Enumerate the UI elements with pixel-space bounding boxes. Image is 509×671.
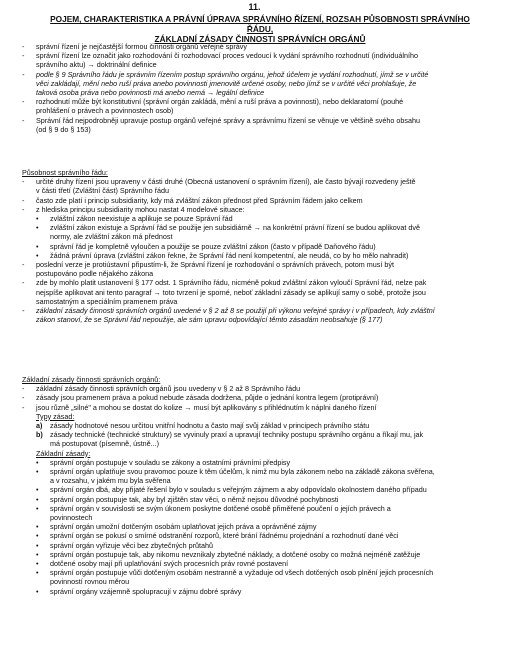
list-item: • správní orgán postupuje v souladu se zákony a ostatními právními předpisy — [36, 457, 291, 467]
list-item: • správní orgán v souvislosti se svým úkonem poskytne dotčené osobě přiměřené poučení o jejích právech a povinnostech — [36, 503, 391, 523]
list-item: • zvláštní zákon existuje a Správní řád se použije jen subsidiárně → na konkrétní právní řízení se budou aplikovat dvě normy, ale zvláštní zákon má přednost — [36, 223, 420, 242]
list-item: • zvláštní zákon neexistuje a aplikuje se pouze Správní řád — [36, 214, 233, 224]
list-item: • správní orgán uplatňuje svou pravomoc pouze k těm účelům, k nimž mu byla zákonem nebo na základě zákona svěřena, a v rozsahu, v jakém mu byla svěřena — [36, 467, 435, 486]
list-item: • správní orgán postupuje tak, aby nikomu nevznikaly zbytečné náklady, a dotčené osoby co možná nejméně zatěžuje — [36, 549, 421, 559]
list-item: a) zásady hodnotové nesou určitou vnitřní hodnotu a často mají svůj základ v principech právního státu — [36, 421, 370, 431]
list-item: - poslední verze je protiústavní připustím-li, že Správní řízení je rozhodování o správních právech, potom musí být postupováno podle nějakého zákona — [22, 260, 394, 279]
list-item: - základní zásady činnosti správních orgánů uvedené v § 2 až 8 se použijí při výkonu veřejné správy i v případech, kdy zvláštní zákon stanoví, že se Správní řád nepoužije, ale sám upravu odpovídající těmto zásadám neobsahuje (§ 177) — [22, 306, 435, 325]
title-line-2: ZÁKLADNÍ ZÁSADY ČINNOSTI SPRÁVNÍCH ORGÁNŮ — [154, 34, 366, 44]
list-item: b) zásady technické (technické struktury) se vyvinuly praxí a upravují techniky postupu správního orgánu a říkají mu, jak má postupovat (písemně, ústně...) — [36, 430, 424, 449]
list-item: - rozhodnutí může být konstitutivní (správní orgán zakládá, mění a ruší práva a povinnosti), nebo deklaratorní (pouhé prohlášení o právech a povinnostech osob) — [22, 97, 404, 116]
principles-section — [22, 375, 492, 596]
chapter-number: 11. — [248, 2, 261, 12]
list-item: - z hlediska principu subsidiarity mohou nastat 4 modelové situace: — [22, 204, 245, 214]
list-item: - zde by mohlo platit ustanovení § 177 odst. 1 Správního řádu, nicméně pokud zvláštní zákon vyloučí Správní řád, nelze pak nejspíše aplikovat ani tento paragraf → toto tvrzení je sporné, neboť základní zásady se aplikují samy o sobě, protože jsou samostatným a speciálním pramenem práva — [22, 278, 427, 306]
list-item: - správní řízení je nejčastější formou činnosti orgánů veřejné správy — [22, 42, 247, 51]
list-item: • správní orgány vzájemně spolupracují v zájmu dobré správy — [36, 586, 242, 596]
list-item: - určité druhy řízení jsou upraveny v části druhé (Obecná ustanovení o správním řízení), ale často bývají rozvedeny ještě v části třetí (Zvláštní část) Správního řádu — [22, 177, 416, 196]
list-item: • žádná právní úprava (zvláštní zákon řekne, že Správní řád není kompetentní, ale neudá, co by ho mělo nahradit) — [36, 250, 409, 260]
list-item: - zásady jsou pramenem práva a pokud nebude zásada dodržena, půjde o jednání kontra legem (protiprávní) — [22, 393, 379, 403]
subheading-basic: Základní zásady: — [36, 448, 91, 458]
list-item: - podle § 9 Správního řádu je správním řízením postup správního orgánu, jehož účelem je vydání rozhodnutí, jímž se v určité věci zakládají, mění nebo ruší práva anebo povinnosti jmenovitě určené osoby, nebo jímž se v určité věci prohlašuje, že taková osoba práva nebo povinnosti má anebo nemá → legální definice — [22, 69, 429, 98]
list-item: - často zde platí i princip subsidiarity, kdy má zvláštní zákon přednost před Správním řádem jako celkem — [22, 195, 363, 205]
scope-section — [22, 168, 492, 324]
list-item: • správní orgán postupuje vůči dotčeným osobám nestranně a vyžaduje od všech dotčených osob plnění jejich procesních povinností rovnou měrou — [36, 568, 434, 587]
list-item: - jsou různě „silné" a mohou se dostat do kolize → musí být aplikovány s přihlédnutím k náplni daného řízení — [22, 402, 377, 412]
list-item: • správní orgán dbá, aby přijaté řešení bylo v souladu s veřejným zájmem a aby odpovídalo okolnostem daného případu — [36, 485, 427, 495]
section-heading: Základní zásady činnosti správních orgánů: — [22, 375, 161, 384]
intro-list — [22, 42, 492, 134]
list-item: • dotčené osoby mají při uplatňování svých procesních práv rovné postavení — [36, 559, 289, 569]
subheading-types: Typy zásad: — [36, 411, 75, 421]
list-item: • správní orgán se pokusí o smírné odstranění rozporů, které brání řádnému projednání a rozhodnutí dané věci — [36, 531, 399, 541]
title-line-1: POJEM, CHARAKTERISTIKA A PRÁVNÍ ÚPRAVA SPRÁVNÍHO ŘÍZENÍ, ROZSAH PŮSOBNOSTI SPRÁVNÍHO ŘÁDU, — [50, 14, 470, 34]
list-item: - správní řízení lze označit jako rozhodování či rozhodovací proces vedoucí k vydání správního rozhodnutí (individuálního správního aktu) → doktrinální definice — [22, 51, 418, 70]
list-item: - základní zásady činnosti správních orgánů jsou uvedeny v § 2 až 8 Správního řádu — [22, 384, 301, 394]
list-item: • správní orgán umožní dotčeným osobám uplatňovat jejich práva a oprávněné zájmy — [36, 522, 317, 532]
list-item: • správní orgán postupuje tak, aby byl zjištěn stav věci, o němž nejsou důvodné pochybnosti — [36, 494, 339, 504]
section-heading: Působnost správního řádu: — [22, 168, 108, 177]
list-item: - Správní řád nejpodrobněji upravuje postup orgánů veřejné správy a správnímu řízení se věnuje ve většině svého obsahu (od § 9 do § 153) — [22, 115, 420, 134]
list-item: • správní orgán vyřizuje věci bez zbytečných průtahů — [36, 540, 213, 550]
chapter-title — [40, 14, 480, 44]
list-item: • správní řád je kompletně vyloučen a použije se pouze zvláštní zákon (často v případě Daňového řádu) — [36, 241, 376, 251]
